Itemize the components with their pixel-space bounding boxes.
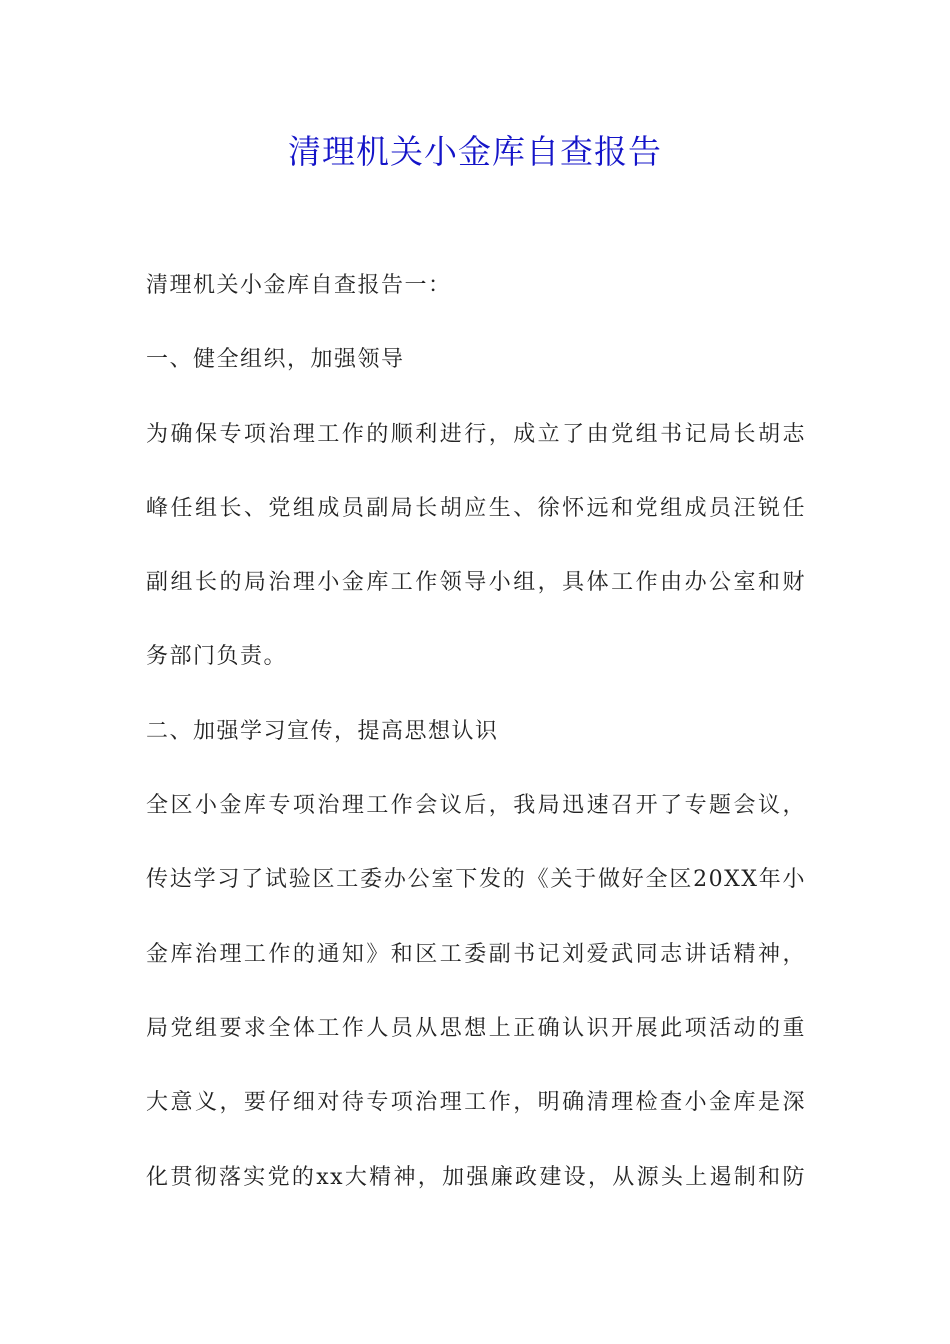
paragraph-line: 峰任组长、党组成员副局长胡应生、徐怀远和党组成员汪锐任 [146,495,806,521]
paragraph-line: 副组长的局治理小金库工作领导小组，具体工作由办公室和财 [146,570,806,596]
document-title: 清理机关小金库自查报告 [288,132,662,171]
paragraph-line: 局党组要求全体工作人员从思想上正确认识开展此项活动的重 [146,1015,806,1041]
paragraph-line: 全区小金库专项治理工作会议后，我局迅速召开了专题会议， [146,793,806,819]
section-heading-1: 一、健全组织，加强领导 [146,347,405,373]
paragraph-line: 大意义，要仔细对待专项治理工作，明确清理检查小金库是深 [146,1090,806,1116]
paragraph-line: 务部门负责。 [146,644,288,670]
section-heading-2: 二、加强学习宣传，提高思想认识 [146,718,499,744]
document-body [146,264,806,1230]
paragraph-line: 化贯彻落实党的xx大精神，加强廉政建设，从源头上遏制和防 [146,1164,806,1190]
paragraph-line: 传达学习了试验区工委办公室下发的《关于做好全区20XX年小 [146,867,806,893]
paragraph-line: 为确保专项治理工作的顺利进行，成立了由党组书记局长胡志 [146,421,806,447]
paragraph-line: 金库治理工作的通知》和区工委副书记刘爱武同志讲话精神， [146,941,806,967]
section-intro: 清理机关小金库自查报告一： [146,273,452,298]
